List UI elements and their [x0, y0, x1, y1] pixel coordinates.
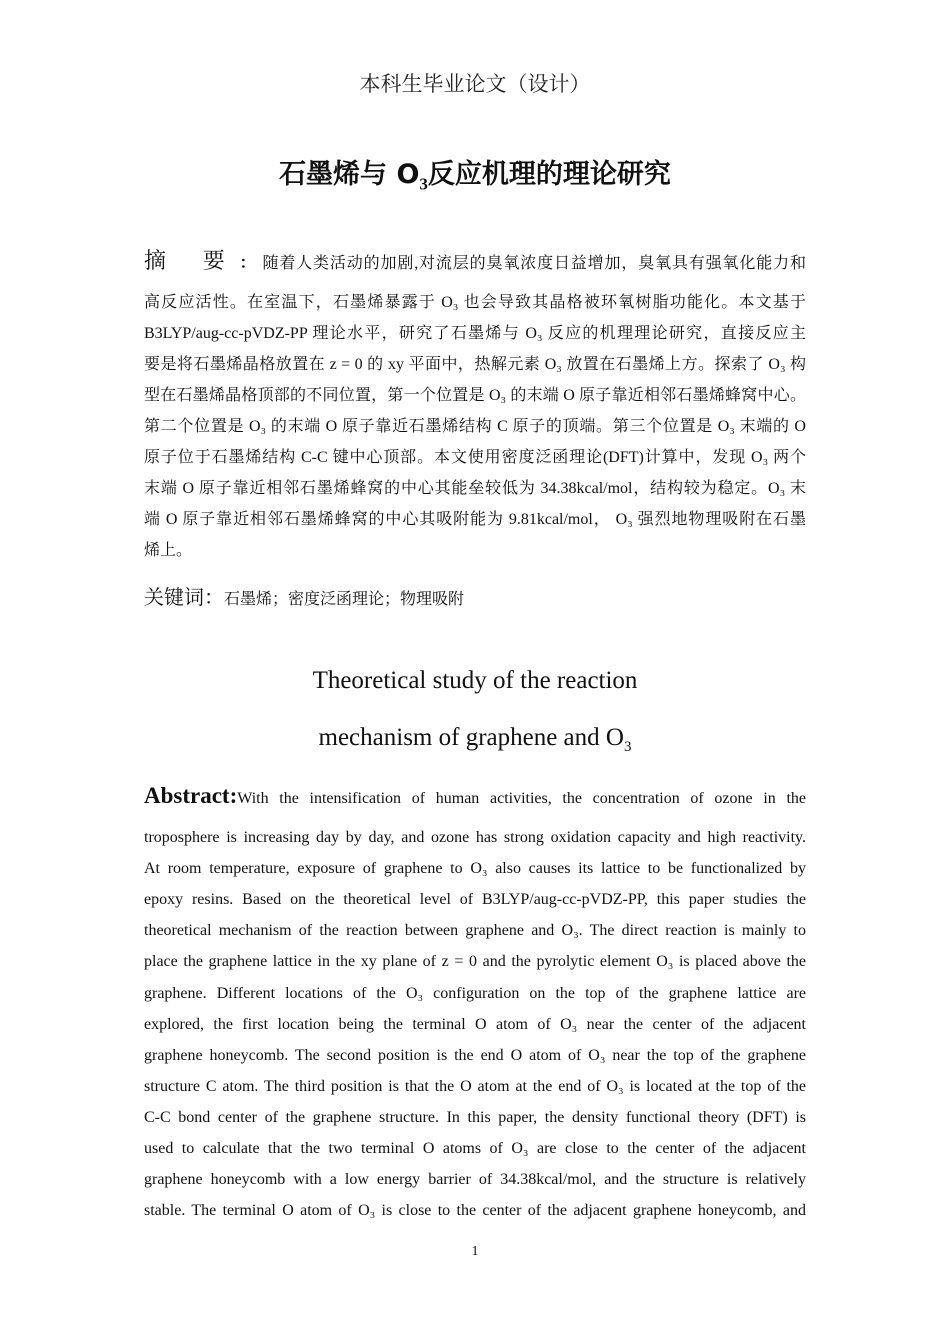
paper-title-en-line1: Theoretical study of the reaction	[312, 667, 638, 694]
abstract-line: theoretical mechanism of the reaction between graphene and O₃. The direct reaction is mainly to	[144, 922, 806, 940]
abstract-line: 烯上。	[144, 542, 193, 559]
keywords-label: 关键词：	[144, 585, 224, 609]
abstract-cn-first-line	[144, 249, 806, 274]
keywords-value: 石墨烯；密度泛函理论；物理吸附	[224, 591, 465, 608]
abstract-line: 高反应活性。在室温下，石墨烯暴露于 O₃ 也会导致其晶格被环氧树脂功能化。本文基于	[144, 294, 806, 311]
paper-title-en-line2	[0, 724, 950, 756]
abstract-cn-colon: ：	[239, 255, 257, 272]
title-text-end: 反应机理的理论研究	[427, 159, 671, 190]
abstract-en-first-line	[144, 783, 806, 809]
abstract-cn-label: 摘 要	[144, 249, 240, 274]
page-number: 1	[471, 1244, 479, 1259]
title-en-subscript: 3	[623, 739, 632, 755]
abstract-line: stable. The terminal O atom of O₃ is close to the center of the adjacent graphene honeycomb, and	[144, 1202, 806, 1220]
abstract-line: structure C atom. The third position is that the O atom at the end of O₃ is located at the top of the	[144, 1077, 806, 1095]
abstract-line: 型在石墨烯晶格顶部的不同位置，第一个位置是 O₃ 的末端 O 原子靠近相邻石墨烯蜂窝中心。	[144, 387, 806, 404]
abstract-line: used to calculate that the two terminal O atoms of O₃ are close to the center of the adjacent	[144, 1140, 806, 1157]
abstract-line: B3LYP/aug-cc-pVDZ-PP 理论水平，研究了石墨烯与 O₃ 反应的机理理论研究，直接反应主	[144, 325, 806, 342]
keywords-cn	[144, 587, 806, 610]
abstract-line: 端 O 原子靠近相邻石墨烯蜂窝的中心其吸附能为 9.81kcal/mol， O₃ 强烈地物理吸附在石墨	[144, 511, 806, 528]
abstract-line: explored, the first location being the terminal O atom of O₃ near the center of the adjacent	[144, 1015, 806, 1033]
title-text: 石墨烯与 O	[279, 159, 420, 190]
abstract-line: graphene honeycomb. The second position is the end O atom of O₃ near the top of the graphene	[144, 1046, 806, 1064]
abstract-cn-text: 随着人类活动的加剧,对流层的臭氧浓度日益增加，臭氧具有强氧化能力和	[262, 255, 806, 272]
document-header: 本科生毕业论文（设计）	[359, 72, 591, 96]
abstract-line: epoxy resins. Based on the theoretical level of B3LYP/aug-cc-pVDZ-PP, this paper studies the	[144, 891, 806, 909]
abstract-line: 原子位于石墨烯结构 C-C 键中心顶部。本文使用密度泛函理论(DFT)计算中，发现 O₃ 两个	[144, 449, 806, 466]
abstract-en-label: Abstract:	[144, 783, 238, 808]
abstract-line: place the graphene lattice in the xy plane of z = 0 and the pyrolytic element O₃ is placed above the	[144, 953, 806, 971]
abstract-en-text: With the intensification of human activities, the concentration of ozone in the	[237, 790, 806, 807]
abstract-line: graphene. Different locations of the O₃ configuration on the top of the graphene lattice are	[144, 984, 806, 1002]
abstract-line: troposphere is increasing day by day, and ozone has strong oxidation capacity and high reactivity.	[144, 829, 806, 846]
abstract-line: C-C bond center of the graphene structure. In this paper, the density functional theory (DFT) is	[144, 1108, 806, 1126]
abstract-line: 第二个位置是 O₃ 的末端 O 原子靠近石墨烯结构 C 原子的顶端。第三个位置是 O₃ 末端的 O	[144, 418, 806, 435]
abstract-line: 末端 O 原子靠近相邻石墨烯蜂窝的中心其能垒较低为 34.38kcal/mol，结构较为稳定。O₃ 末	[144, 480, 806, 497]
paper-title-cn	[0, 152, 950, 194]
abstract-line: 要是将石墨烯晶格放置在 z = 0 的 xy 平面中，热解元素 O₃ 放置在石墨烯上方。探索了 O₃ 构	[144, 356, 806, 373]
title-en-text: mechanism of graphene and O	[318, 724, 624, 751]
abstract-line: graphene honeycomb with a low energy barrier of 34.38kcal/mol, and the structure is relatively	[144, 1171, 806, 1189]
abstract-line: At room temperature, exposure of graphene to O₃ also causes its lattice to be functionalized by	[144, 860, 806, 878]
title-subscript: 3	[419, 174, 428, 194]
